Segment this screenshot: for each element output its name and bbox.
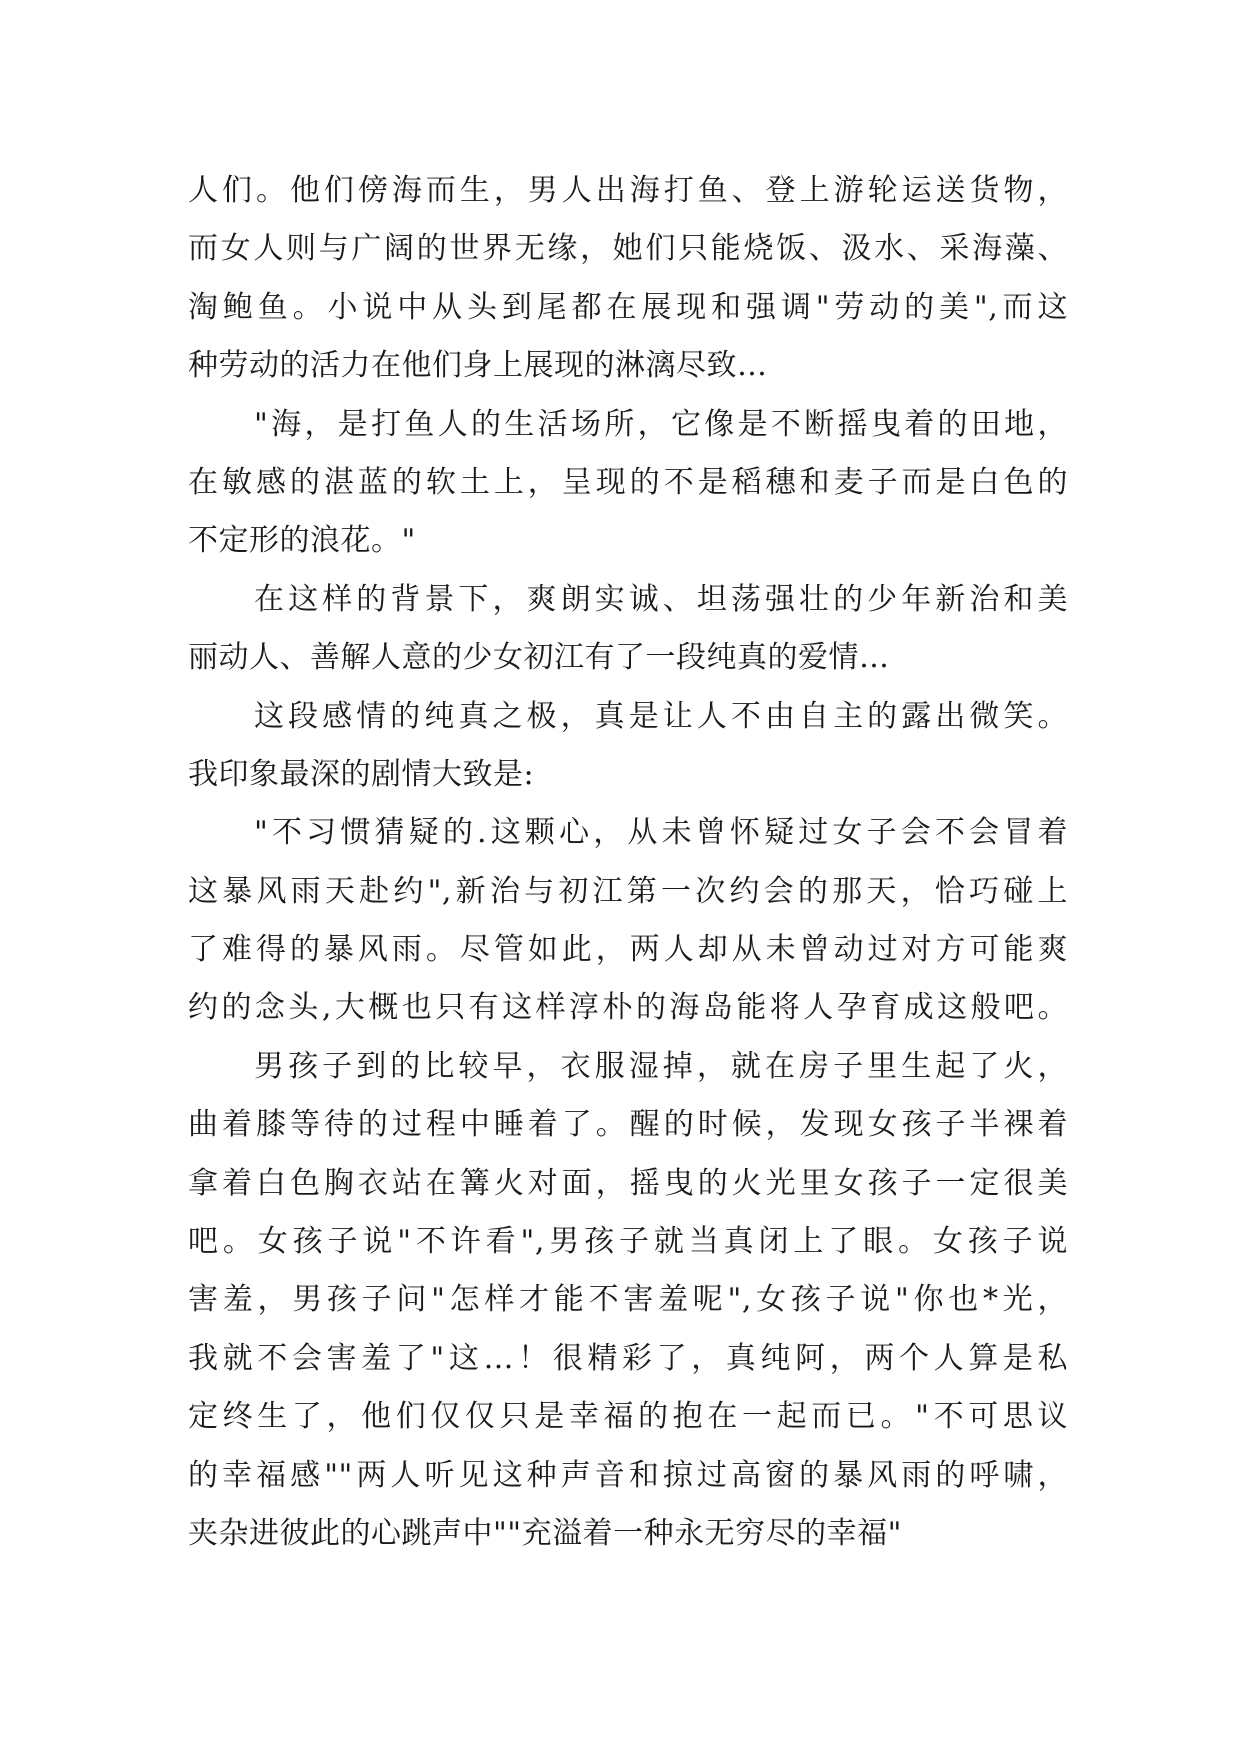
text-line: "不习惯猜疑的.这颗心，从未曾怀疑过女子会不会冒着 <box>254 815 1068 851</box>
text-line: 这暴风雨天赴约",新治与初江第一次约会的那天，恰巧碰上 <box>188 873 1068 909</box>
text-line: 了难得的暴风雨。尽管如此，两人却从未曾动过对方可能爽 <box>188 932 1068 968</box>
text-line: 男孩子到的比较早，衣服湿掉，就在房子里生起了火， <box>254 1048 1068 1084</box>
text-line: 的幸福感""两人听见这种声音和掠过高窗的暴风雨的呼啸， <box>188 1457 1068 1493</box>
text-line: 约的念头,大概也只有这样淳朴的海岛能将人孕育成这般吧。 <box>188 990 1068 1026</box>
text-line: 我印象最深的剧情大致是: <box>188 756 535 792</box>
text-line: 丽动人、善解人意的少女初江有了一段纯真的爱情… <box>188 640 890 676</box>
text-line: 不定形的浪花。" <box>188 523 416 559</box>
text-line: 我就不会害羞了"这…！很精彩了，真纯阿，两个人算是私 <box>188 1340 1068 1376</box>
text-line: 曲着膝等待的过程中睡着了。醒的时候，发现女孩子半裸着 <box>188 1107 1068 1143</box>
text-line: 夹杂进彼此的心跳声中""充溢着一种永无穷尽的幸福" <box>188 1515 902 1551</box>
text-line: 定终生了，他们仅仅只是幸福的抱在一起而已。"不可思议 <box>188 1399 1068 1435</box>
text-line: 拿着白色胸衣站在篝火对面，摇曳的火光里女孩子一定很美 <box>188 1165 1068 1201</box>
text-line: 在敏感的湛蓝的软土上，呈现的不是稻穗和麦子而是白色的 <box>188 464 1068 500</box>
text-line: 人们。他们傍海而生，男人出海打鱼、登上游轮运送货物， <box>188 173 1068 208</box>
text-line: 淘鲍鱼。小说中从头到尾都在展现和强调"劳动的美",而这 <box>188 289 1068 325</box>
text-line: "海，是打鱼人的生活场所，它像是不断摇曳着的田地， <box>254 406 1068 442</box>
text-line: 而女人则与广阔的世界无缘，她们只能烧饭、汲水、采海藻、 <box>188 231 1068 267</box>
text-line: 吧。女孩子说"不许看",男孩子就当真闭上了眼。女孩子说 <box>188 1224 1068 1260</box>
body-text <box>188 162 1068 1563</box>
text-line: 在这样的背景下，爽朗实诚、坦荡强壮的少年新治和美 <box>254 581 1068 617</box>
text-line: 害羞，男孩子问"怎样才能不害羞呢",女孩子说"你也*光， <box>188 1282 1068 1318</box>
text-line: 这段感情的纯真之极，真是让人不由自主的露出微笑。 <box>254 698 1068 734</box>
text-line: 种劳动的活力在他们身上展现的淋漓尽致… <box>188 348 768 384</box>
